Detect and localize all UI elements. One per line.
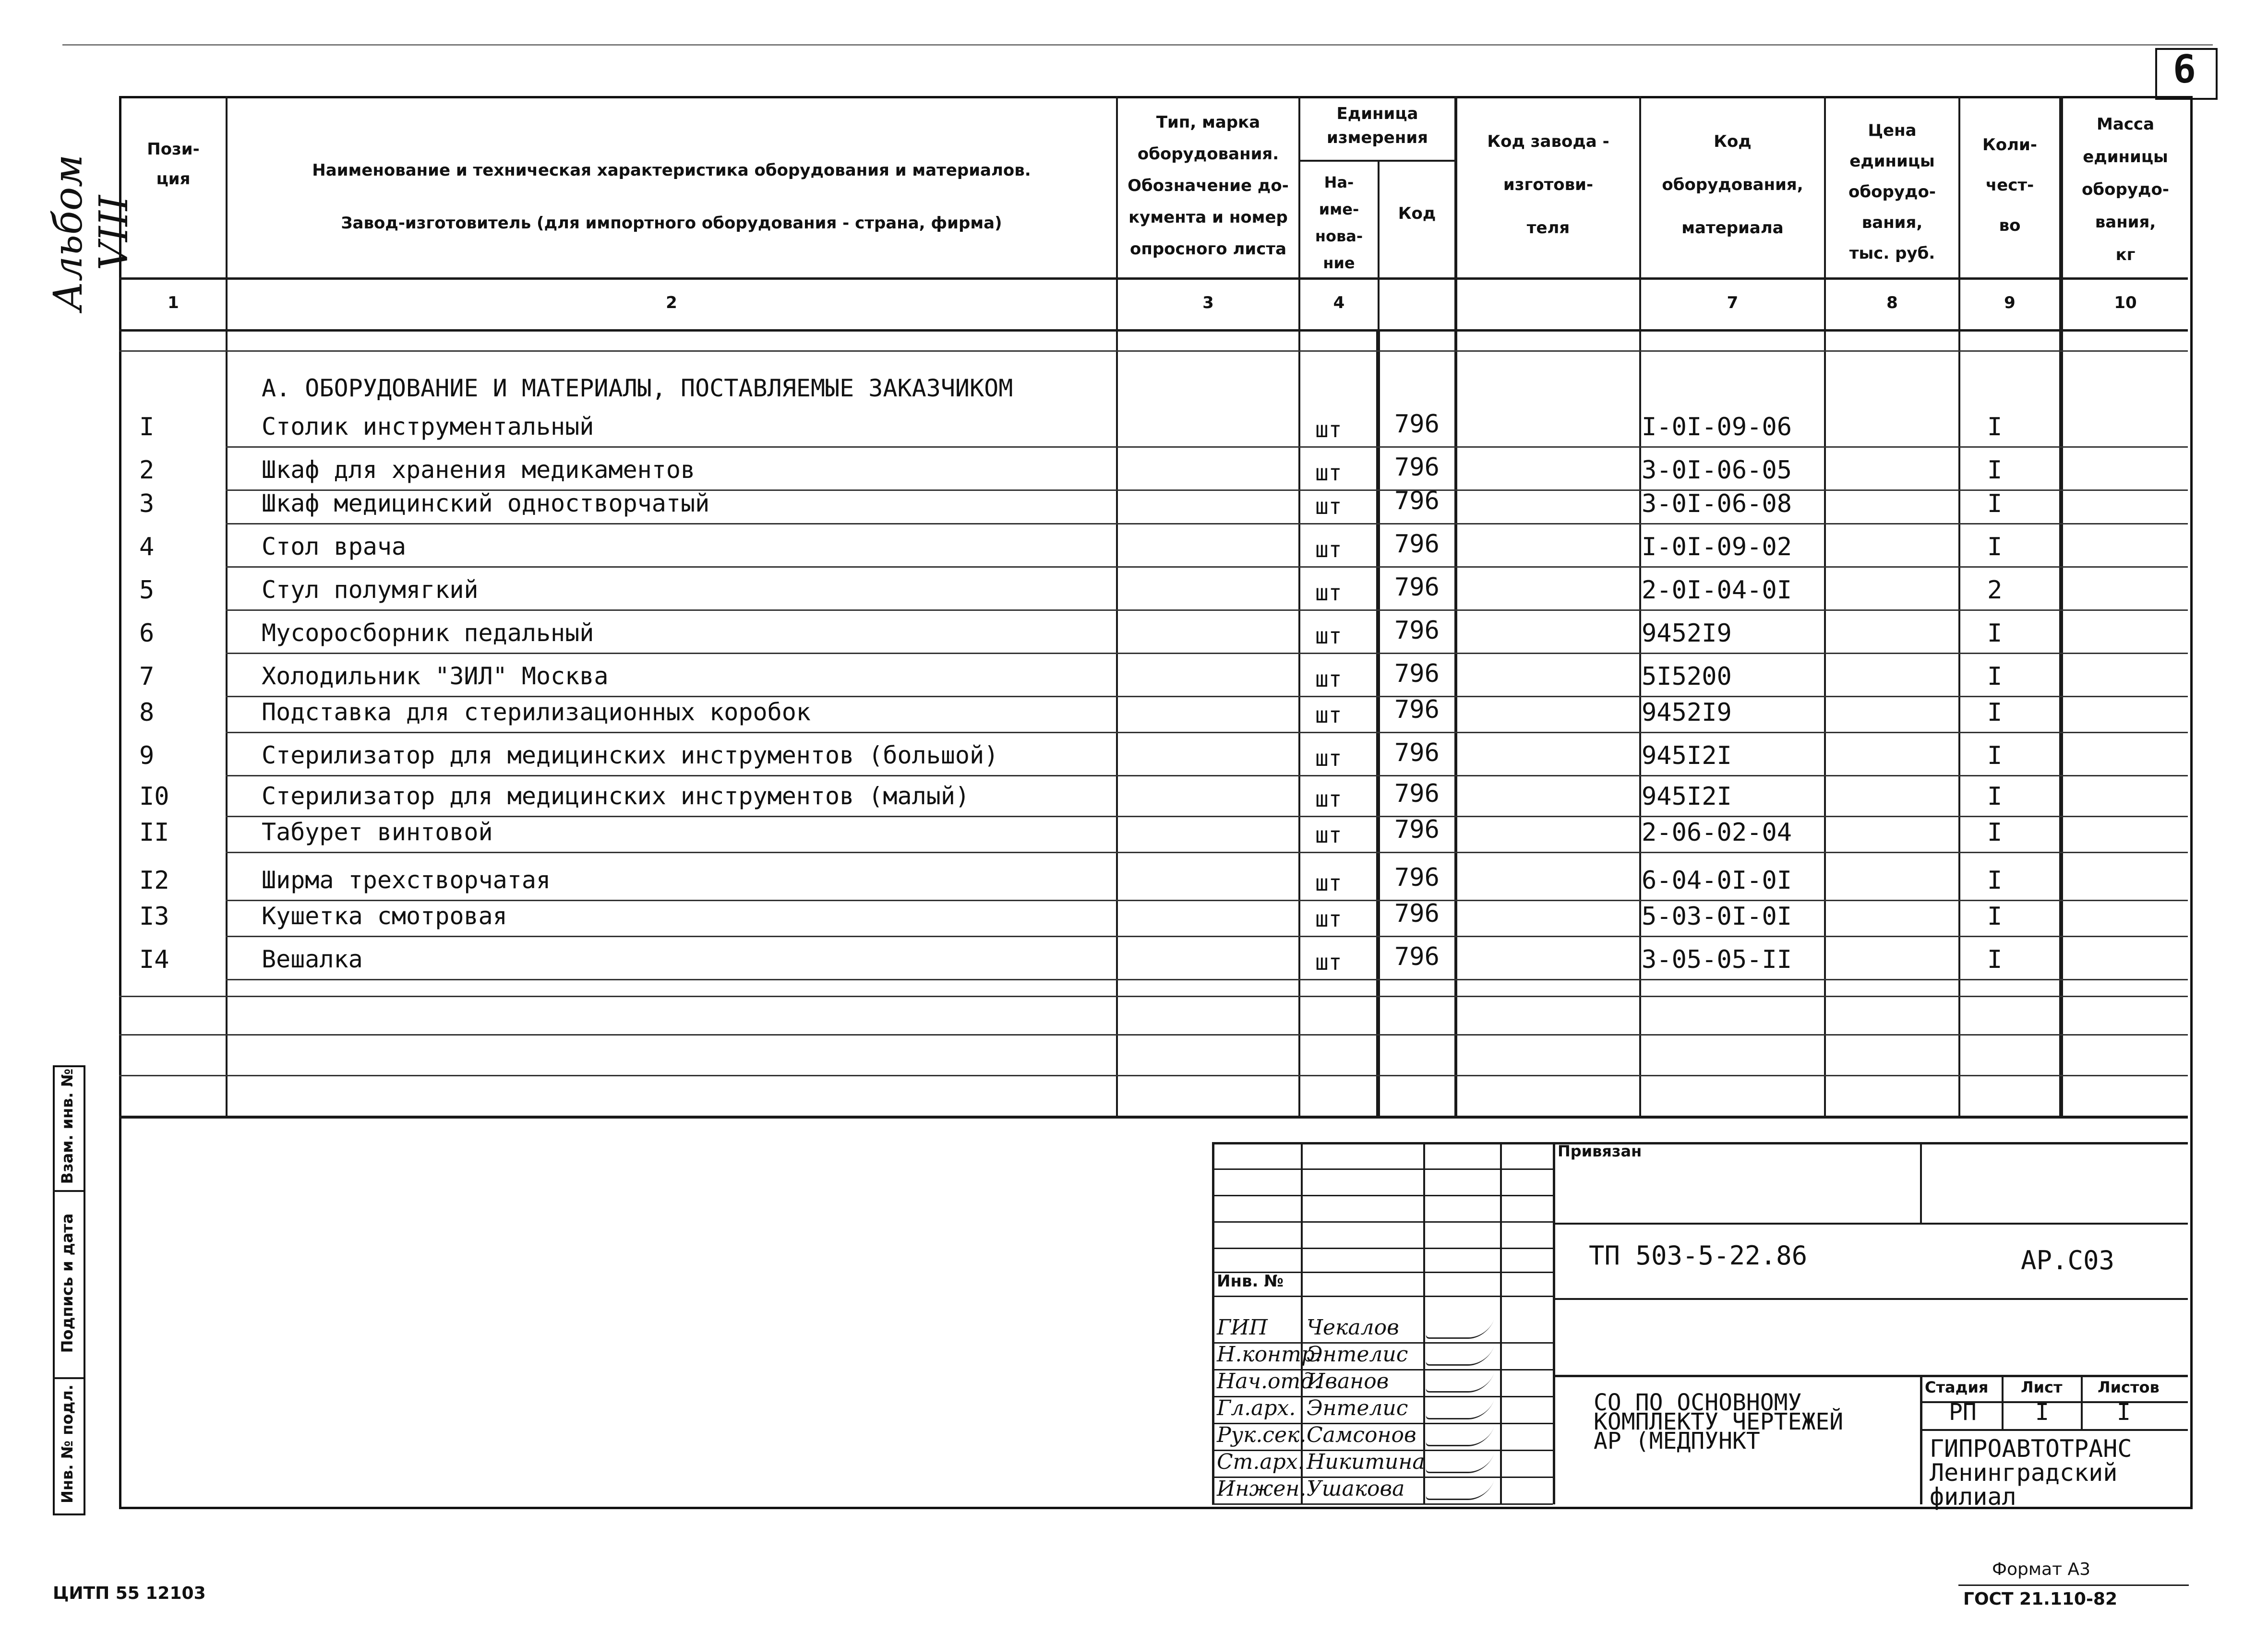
header-equip-code-line: Код <box>1714 132 1752 151</box>
header-unit-group-line: измерения <box>1327 128 1428 147</box>
tb-top-line <box>1212 1142 2188 1144</box>
row-qty: I <box>1987 741 2003 770</box>
tb-inv-no: Инв. № <box>1217 1272 1284 1291</box>
row-name: Стерилизатор для медицинских инструментов (малый) <box>262 782 970 810</box>
footer-line <box>1958 1584 2189 1586</box>
row-qty: I <box>1987 866 2003 895</box>
col-line <box>1958 96 1960 1118</box>
row-equip: 3-05-05-II <box>1642 945 1792 974</box>
row-name: Ширма трехстворчатая <box>262 866 551 894</box>
row-equip: 5I5200 <box>1642 662 1732 691</box>
tb-privyazan: Привязан <box>1558 1142 1642 1160</box>
tb-divider <box>1920 1429 2188 1431</box>
row-equip: 945I2I <box>1642 741 1732 770</box>
row-line <box>226 653 2188 654</box>
col-number: 1 <box>168 293 179 312</box>
row-pos: 3 <box>139 489 155 518</box>
col-number: 3 <box>1202 293 1214 312</box>
row-unit: шт <box>1315 906 1342 932</box>
tb-person-role: Н.контр. <box>1217 1342 1321 1367</box>
tb-sheet-code: АР.С03 <box>2021 1245 2115 1275</box>
tb-stage: РП <box>1949 1399 1977 1426</box>
row-code: 796 <box>1394 410 1440 439</box>
row-line <box>226 446 2188 448</box>
header-unit-code: Код <box>1398 204 1436 223</box>
row-line <box>119 1034 2188 1036</box>
header-sub-line <box>1298 160 1454 162</box>
row-code: 796 <box>1394 616 1440 645</box>
row-qty: I <box>1987 945 2003 974</box>
header-name-line: Завод-изготовитель (для импортного оборудования - страна, фирма) <box>341 214 1002 233</box>
row-qty: I <box>1987 413 2003 441</box>
row-equip: 9452I9 <box>1642 619 1732 648</box>
header-qty-line: чест- <box>1985 176 2034 195</box>
row-code: 796 <box>1394 530 1440 559</box>
tb-person-name: Энтелис <box>1307 1342 1408 1367</box>
tb-person-name: Иванов <box>1307 1369 1389 1394</box>
row-equip: 945I2I <box>1642 782 1732 811</box>
tb-divider <box>1920 1375 1922 1504</box>
row-pos: 4 <box>139 533 155 561</box>
row-name: Подставка для стерилизационных коробок <box>262 698 811 726</box>
row-code: 796 <box>1394 942 1440 971</box>
row-line <box>226 609 2188 611</box>
album-label: Альбом VIII <box>46 154 137 311</box>
header-mass-line: Масса <box>2096 115 2155 134</box>
footer-left: ЦИТП 55 12103 <box>53 1584 206 1603</box>
header-type-line: кумента и номер <box>1128 208 1288 227</box>
header-price-line: Цена <box>1868 121 1917 140</box>
tb-sheets-label: Листов <box>2098 1378 2160 1396</box>
row-code: 796 <box>1394 573 1440 602</box>
header-qty-line: Коли- <box>1982 135 2037 155</box>
row-equip: 2-06-02-04 <box>1642 818 1792 847</box>
row-qty: I <box>1987 619 2003 648</box>
row-qty: I <box>1987 456 2003 485</box>
row-line <box>226 900 2188 901</box>
header-type-line: Тип, марка <box>1156 113 1260 132</box>
row-qty: I <box>1987 818 2003 847</box>
row-line <box>119 996 2188 997</box>
row-name: Шкаф медицинский одностворчатый <box>262 489 710 517</box>
header-plant-code <box>1457 120 1639 250</box>
header-unit-name-line: На- <box>1324 173 1354 191</box>
row-pos: 8 <box>139 698 155 727</box>
header-pos-line: ция <box>156 169 191 189</box>
tb-sheet: I <box>2035 1399 2049 1426</box>
header-equip-code <box>1641 120 1824 250</box>
row-pos: I4 <box>139 945 169 974</box>
col-number: 9 <box>2004 293 2016 312</box>
tb-doc-code: ТП 503-5-22.86 <box>1589 1240 1808 1271</box>
row-unit: шт <box>1315 745 1342 771</box>
tb-org-3: филиал <box>1930 1483 2016 1511</box>
tb-sig-row-line <box>1212 1296 1553 1297</box>
header-mass-line: вания, <box>2095 213 2156 232</box>
tb-sheets: I <box>2117 1399 2131 1426</box>
row-name: Стул полумягкий <box>262 576 479 604</box>
row-code: 796 <box>1394 695 1440 724</box>
row-line <box>119 350 2188 352</box>
row-unit: шт <box>1315 702 1342 728</box>
row-equip: I-0I-09-02 <box>1642 533 1792 561</box>
row-pos: I0 <box>139 782 169 811</box>
row-unit: шт <box>1315 460 1342 486</box>
tb-divider <box>2002 1375 2004 1430</box>
col-number: 10 <box>2114 293 2137 312</box>
row-name: Стол врача <box>262 533 407 560</box>
row-equip: 3-0I-06-05 <box>1642 456 1792 485</box>
row-name: Стерилизатор для медицинских инструментов (большой) <box>262 741 999 769</box>
header-pos <box>121 134 226 194</box>
header-qty <box>1960 125 2059 246</box>
row-line <box>226 732 2188 733</box>
header-equip-code-line: материала <box>1681 218 1784 238</box>
row-equip: I-0I-09-06 <box>1642 413 1792 441</box>
side-replace-inv: Взам. инв. № <box>58 1068 76 1184</box>
header-bottom-line <box>119 277 2188 280</box>
row-code: 796 <box>1394 863 1440 892</box>
header-price-line: оборудо- <box>1848 182 1936 202</box>
row-code: 796 <box>1394 899 1440 928</box>
row-pos: 9 <box>139 741 155 770</box>
row-qty: 2 <box>1987 576 2003 605</box>
tb-sheet-label: Лист <box>2021 1378 2063 1396</box>
row-pos: 5 <box>139 576 155 605</box>
header-mass-line: кг <box>2115 245 2136 264</box>
tb-person-role: Инжен. <box>1217 1477 1307 1501</box>
row-line <box>226 979 2188 980</box>
page-number: 6 <box>2172 47 2196 92</box>
row-line <box>226 566 2188 568</box>
tb-title-1: СО ПО ОСНОВНОМУ <box>1594 1389 1802 1416</box>
row-unit: шт <box>1315 949 1342 975</box>
tb-sig-row-line <box>1212 1248 1553 1249</box>
col-number: 4 <box>1333 293 1345 312</box>
row-qty: I <box>1987 782 2003 811</box>
row-line <box>226 816 2188 817</box>
row-line <box>226 936 2188 937</box>
footer-gost: ГОСТ 21.110-82 <box>1963 1589 2118 1609</box>
tb-person-role: Гл.арх. <box>1217 1396 1296 1420</box>
header-unit-name-line: ние <box>1323 254 1355 272</box>
row-code: 796 <box>1394 659 1440 688</box>
tb-person-name: Чекалов <box>1307 1315 1399 1340</box>
side-inv-original: Инв. № подл. <box>58 1384 76 1503</box>
header-pos-line: Пози- <box>147 140 200 159</box>
header-mass <box>2063 108 2188 271</box>
header-qty-line: во <box>1999 216 2021 235</box>
tb-person-role: Рук.сек. <box>1217 1423 1307 1447</box>
row-code: 796 <box>1394 453 1440 482</box>
row-unit: шт <box>1315 666 1342 692</box>
row-code: 796 <box>1394 739 1440 767</box>
row-qty: I <box>1987 662 2003 691</box>
row-name: Кушетка смотровая <box>262 902 507 930</box>
row-equip: 9452I9 <box>1642 698 1732 727</box>
row-pos: I <box>139 413 155 441</box>
tb-divider <box>1920 1142 1922 1224</box>
header-name <box>228 144 1116 250</box>
header-price-line: единицы <box>1849 152 1935 171</box>
row-name: Шкаф для хранения медикаментов <box>262 456 696 484</box>
header-name-line: Наименование и техническая характеристика оборудования и материалов. <box>312 161 1031 180</box>
row-line <box>226 852 2188 853</box>
row-name: Табурет винтовой <box>262 818 493 846</box>
header-mass-line: единицы <box>2083 147 2168 167</box>
header-mass-line: оборудо- <box>2082 180 2169 199</box>
tb-person-name: Никитина <box>1307 1450 1425 1474</box>
top-border-line <box>62 44 2213 46</box>
header-price <box>1826 115 1958 269</box>
row-name: Холодильник "ЗИЛ" Москва <box>262 662 609 690</box>
row-unit: шт <box>1315 580 1342 606</box>
header-type-line: Обозначение до- <box>1128 176 1289 195</box>
header-price-line: тыс. руб. <box>1849 244 1935 263</box>
col-number: 8 <box>1886 293 1898 312</box>
row-qty: I <box>1987 489 2003 518</box>
tb-stage-label: Стадия <box>1925 1378 1989 1396</box>
tb-person-name: Самсонов <box>1307 1423 1416 1447</box>
row-code: 796 <box>1394 487 1440 515</box>
row-pos: II <box>139 818 169 847</box>
row-qty: I <box>1987 533 2003 561</box>
row-code: 796 <box>1394 779 1440 808</box>
table-bottom-line <box>119 1116 2188 1119</box>
header-plant-code-line: теля <box>1526 218 1570 238</box>
row-unit: шт <box>1315 822 1342 848</box>
header-unit-name <box>1300 169 1378 276</box>
tb-person-name: Ушакова <box>1307 1477 1405 1501</box>
tb-divider <box>1555 1375 2188 1377</box>
row-pos: 6 <box>139 619 155 648</box>
tb-person-role: Нач.отд. <box>1217 1369 1321 1394</box>
row-equip: 6-04-0I-0I <box>1642 866 1792 895</box>
row-code: 796 <box>1394 815 1440 844</box>
header-type-line: оборудования. <box>1137 144 1279 164</box>
footer-format: Формат А3 <box>1992 1560 2091 1579</box>
row-unit: шт <box>1315 623 1342 649</box>
row-pos: 2 <box>139 456 155 485</box>
row-line <box>226 696 2188 697</box>
col-line-bold <box>2059 96 2063 1118</box>
row-qty: I <box>1987 902 2003 931</box>
tb-person-role: Ст.арх. <box>1217 1450 1305 1474</box>
row-line <box>226 523 2188 524</box>
tb-divider <box>2081 1375 2083 1430</box>
tb-title-2: КОМПЛЕКТУ ЧЕРТЕЖЕЙ <box>1594 1408 1844 1435</box>
tb-person-name: Энтелис <box>1307 1396 1408 1420</box>
header-equip-code-line: оборудования, <box>1662 175 1803 194</box>
header-unit-group <box>1300 102 1454 150</box>
row-unit: шт <box>1315 493 1342 519</box>
col-number: 2 <box>666 293 677 312</box>
col-number: 7 <box>1727 293 1739 312</box>
header-unit-group-line: Единица <box>1336 104 1418 123</box>
tb-title-3: АР (МЕДПУНКТ <box>1594 1428 1760 1454</box>
tb-org-2: Ленинградский <box>1930 1459 2118 1487</box>
header-plant-code-line: изготови- <box>1503 175 1594 194</box>
header-type <box>1118 107 1298 265</box>
row-name: Мусоросборник педальный <box>262 619 594 647</box>
row-line <box>119 1075 2188 1076</box>
row-name: Вешалка <box>262 945 363 973</box>
row-equip: 3-0I-06-08 <box>1642 489 1792 518</box>
row-pos: I2 <box>139 866 169 895</box>
row-unit: шт <box>1315 417 1342 442</box>
row-line <box>226 775 2188 776</box>
header-unit-name-line: име- <box>1319 200 1359 218</box>
header-unit-name-line: нова- <box>1315 227 1363 245</box>
row-pos: 7 <box>139 662 155 691</box>
colnum-bottom-line <box>119 329 2188 332</box>
row-equip: 2-0I-04-0I <box>1642 576 1792 605</box>
col-line-bold <box>1376 331 1380 1118</box>
row-unit: шт <box>1315 786 1342 812</box>
header-type-line: опросного листа <box>1129 239 1287 259</box>
tb-org-1: ГИПРОАВТОТРАНС <box>1930 1435 2132 1463</box>
tb-divider <box>1555 1298 2188 1300</box>
row-qty: I <box>1987 698 2003 727</box>
row-pos: I3 <box>139 902 169 931</box>
tb-sig-row-line <box>1212 1195 1553 1196</box>
side-sign-date: Подпись и дата <box>58 1213 76 1353</box>
row-name: Столик инструментальный <box>262 413 594 441</box>
header-plant-code-line: Код завода - <box>1487 132 1609 151</box>
section-title: А. ОБОРУДОВАНИЕ И МАТЕРИАЛЫ, ПОСТАВЛЯЕМЫЕ ЗАКАЗЧИКОМ <box>262 374 1013 402</box>
header-price-line: вания, <box>1861 213 1923 232</box>
tb-person-line <box>1212 1503 1553 1505</box>
tb-divider <box>1555 1223 2188 1225</box>
tb-sig-row-line <box>1212 1221 1553 1223</box>
tb-sig-row-line <box>1212 1168 1553 1170</box>
tb-person-role: ГИП <box>1217 1315 1268 1340</box>
row-equip: 5-03-0I-0I <box>1642 902 1792 931</box>
row-unit: шт <box>1315 536 1342 562</box>
tb-divider <box>1553 1142 1555 1504</box>
row-unit: шт <box>1315 870 1342 896</box>
